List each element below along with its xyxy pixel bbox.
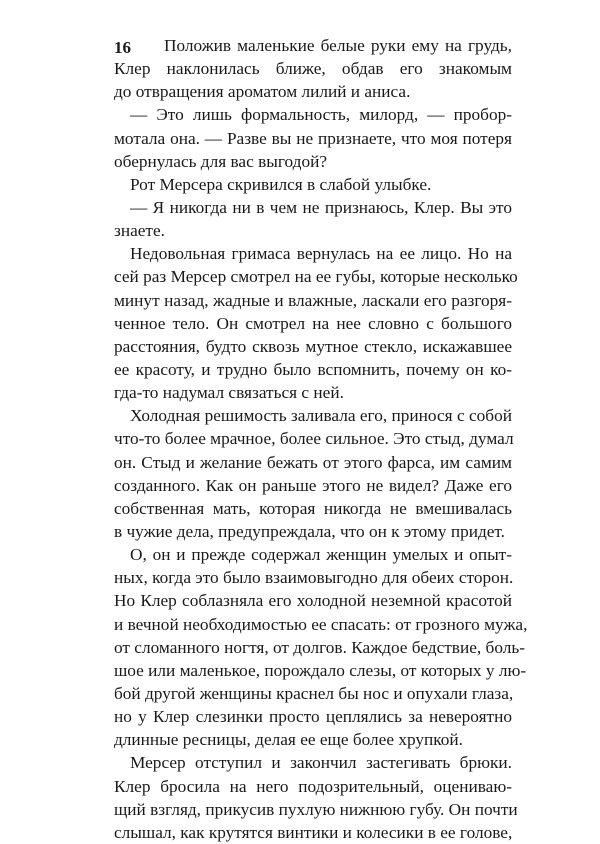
text-line: знаете. [114,221,165,241]
text-line: Положив маленькие белые руки ему на грудь, [164,36,512,55]
text-line: от сломанного ногтя, от долгов. Каждое бедствие, боль- [114,637,525,657]
text-line: мотала она. — Разве вы не признаете, что моя потеря [114,128,512,148]
text-line: Клер бросила на него подозрительный, оцениваю- [114,776,512,796]
page-number: 16 [114,38,131,57]
text-line: Холодная решимость заливала его, принося с собой [130,406,512,426]
text-line: созданного. Как он раньше этого не видел? Даже его [114,475,512,495]
text-line: ных, когда это было взаимовыгодно для обеих сторон. [114,568,514,588]
text-line: шое или маленькое, порождало слезы, от которых у лю- [114,660,527,680]
text-line: длинные ресницы, делая ее еще более хрупкой. [114,730,463,750]
text-line: бой другой женщины краснел бы нос и опухали глаза, [114,683,514,703]
text-line: Но Клер соблазняла его холодной неземной красотой [114,591,512,611]
text-line: — Это лишь формальность, милорд, — пробор- [130,105,512,125]
text-line: — Я никогда ни в чем не признаюсь, Клер. Вы это [130,197,512,217]
text-line: но у Клер слезинки просто цеплялись за невероятно [114,707,512,727]
body-text [114,34,528,844]
text-line: Клер наклонилась ближе, обдав его знакомым [114,59,512,79]
text-line: собственная мать, которая никогда не вмешивалась [114,498,512,518]
text-line: обернулась для вас выгодой? [114,151,328,171]
text-line: в чужие дела, предупреждала, что он к этому придет. [114,521,505,541]
text-line: О, он и прежде содержал женщин умелых и опыт- [130,545,512,565]
text-line: щий взгляд, прикусив пухлую нижнюю губу. Он почти [114,799,518,819]
text-line: что-то более мрачное, более сильное. Это стыд, думал [114,429,514,449]
text-line: Недовольная гримаса вернулась на ее лицо. Но на [130,244,512,264]
text-line: до отвращения ароматом лилий и аниса. [114,82,411,102]
text-line: ченное тело. Он смотрел на нее словно с большого [114,313,512,333]
text-line: гда-то надумал связаться с ней. [114,383,344,403]
text-line: слышал, как крутятся винтики и колесики в ее голове, [114,822,513,842]
text-line: он. Стыд и желание бежать от этого фарса, им самим [114,452,512,472]
text-line: минут назад, жадные и влажные, ласкали его разгоря- [114,290,512,310]
text-line: расстояния, будто сквозь мутное стекло, искажавшее [114,336,512,356]
text-line: Рот Мерсера скривился в слабой улыбке. [130,174,432,194]
text-line: Мерсер отступил и закончил застегивать брюки. [130,753,512,773]
text-line: ее красоту, и трудно было вспомнить, почему он ко- [114,359,512,379]
text-line: сей раз Мерсер смотрел на ее губы, которые несколько [114,267,518,287]
text-line: и вечной необходимостью ее спасать: от грозного мужа, [114,614,528,634]
